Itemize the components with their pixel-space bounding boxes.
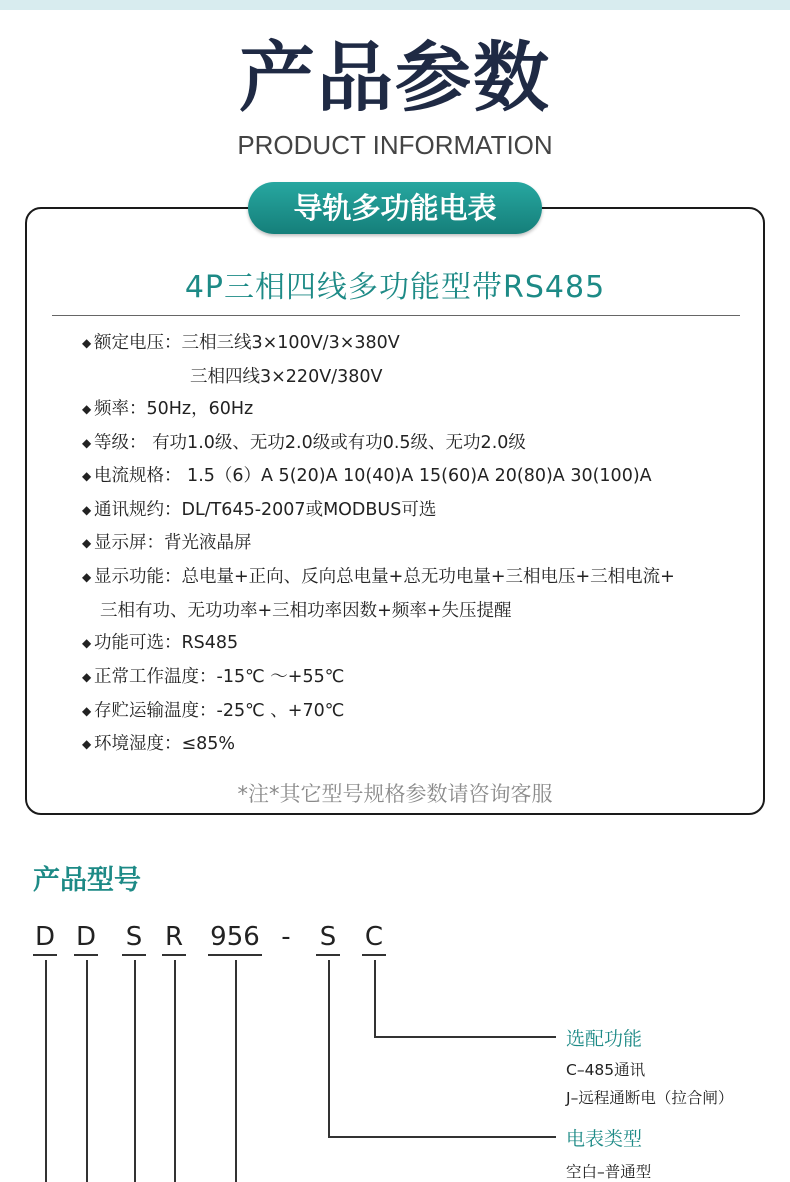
note: *注*其它型号规格参数请咨询客服 xyxy=(237,782,553,806)
bullet-icon: ◆ xyxy=(82,402,92,416)
bullet-icon: ◆ xyxy=(82,536,92,550)
option-label-title: 选配功能 xyxy=(566,1028,643,1050)
card-divider xyxy=(52,315,740,316)
spec-text: 存贮运输温度：-25℃ 、+70℃ xyxy=(94,701,345,721)
spec-item xyxy=(82,499,436,521)
spec-text: 环境湿度：≤85% xyxy=(94,734,236,754)
code-char: C xyxy=(364,922,384,952)
spec-text: 等级： 有功1.0级、无功2.0级或有功0.5级、无功2.0级 xyxy=(94,433,526,453)
bullet-icon: ◆ xyxy=(82,636,92,650)
bullet-icon: ◆ xyxy=(82,737,92,751)
spec-item xyxy=(82,700,344,722)
spec-item xyxy=(100,600,512,622)
code-underline xyxy=(74,954,98,956)
spec-item xyxy=(82,465,652,487)
spec-text: 三相四线3×220V/380V xyxy=(190,367,383,387)
spec-item xyxy=(190,366,382,388)
connector-line xyxy=(134,960,136,1182)
spec-text: 额定电压：三相三线3×100V/3×380V xyxy=(94,333,400,353)
connector-line xyxy=(86,960,88,1182)
bullet-icon: ◆ xyxy=(82,503,92,517)
bullet-icon: ◆ xyxy=(82,570,92,584)
connector-line xyxy=(374,1036,556,1038)
spec-item xyxy=(82,566,675,588)
top-strip xyxy=(0,0,790,10)
connector-line xyxy=(328,1136,556,1138)
page-subtitle: PRODUCT INFORMATION xyxy=(237,130,553,160)
spec-text: 电流规格： 1.5（6）A 5(20)A 10(40)A 15(60)A 20(80)A 30(100)A xyxy=(94,466,652,486)
page-title: 产品参数 xyxy=(239,33,551,122)
code-char: R xyxy=(164,922,184,952)
code-char: D xyxy=(75,922,97,952)
product-name-pill: 导轨多功能电表 xyxy=(248,182,542,234)
spec-item xyxy=(82,432,526,454)
connector-line xyxy=(235,960,237,1182)
code-underline xyxy=(162,954,186,956)
spec-item xyxy=(82,332,400,354)
spec-item xyxy=(82,532,252,554)
code-underline xyxy=(33,954,57,956)
code-char: - xyxy=(281,922,291,952)
meter-type-label-title: 电表类型 xyxy=(566,1128,643,1150)
code-char: S xyxy=(125,922,143,952)
spec-text: 显示屏：背光液晶屏 xyxy=(94,533,252,553)
bullet-icon: ◆ xyxy=(82,469,92,483)
spec-item xyxy=(82,733,235,755)
spec-text: 三相有功、无功功率+三相功率因数+频率+失压提醒 xyxy=(100,601,512,621)
connector-line xyxy=(174,960,176,1182)
spec-item xyxy=(82,398,253,420)
card-heading: 4P三相四线多功能型带RS485 xyxy=(184,270,606,305)
bullet-icon: ◆ xyxy=(82,670,92,684)
code-underline xyxy=(362,954,386,956)
model-section-title: 产品型号 xyxy=(33,865,141,896)
bullet-icon: ◆ xyxy=(82,704,92,718)
code-underline xyxy=(316,954,340,956)
spec-text: 通讯规约：DL/T645-2007或MODBUS可选 xyxy=(94,500,437,520)
spec-text: 正常工作温度：-15℃ ～+55℃ xyxy=(94,667,345,687)
spec-item xyxy=(82,666,344,688)
code-char: 956 xyxy=(210,922,260,952)
connector-line xyxy=(374,960,376,1037)
code-char: D xyxy=(34,922,56,952)
spec-text: 功能可选：RS485 xyxy=(94,633,239,653)
bullet-icon: ◆ xyxy=(82,336,92,350)
option-label-line: C–485通讯 xyxy=(566,1061,646,1079)
code-underline xyxy=(122,954,146,956)
connector-line xyxy=(328,960,330,1137)
spec-text: 频率：50Hz，60Hz xyxy=(94,399,254,419)
connector-line xyxy=(45,960,47,1182)
meter-type-label-line: 空白–普通型 xyxy=(566,1163,652,1181)
option-label-line: J–远程通断电（拉合闸） xyxy=(566,1089,734,1107)
bullet-icon: ◆ xyxy=(82,436,92,450)
code-underline xyxy=(208,954,262,956)
code-char: S xyxy=(319,922,337,952)
spec-text: 显示功能：总电量+正向、反向总电量+总无功电量+三相电压+三相电流+ xyxy=(94,567,675,587)
spec-item xyxy=(82,632,238,654)
